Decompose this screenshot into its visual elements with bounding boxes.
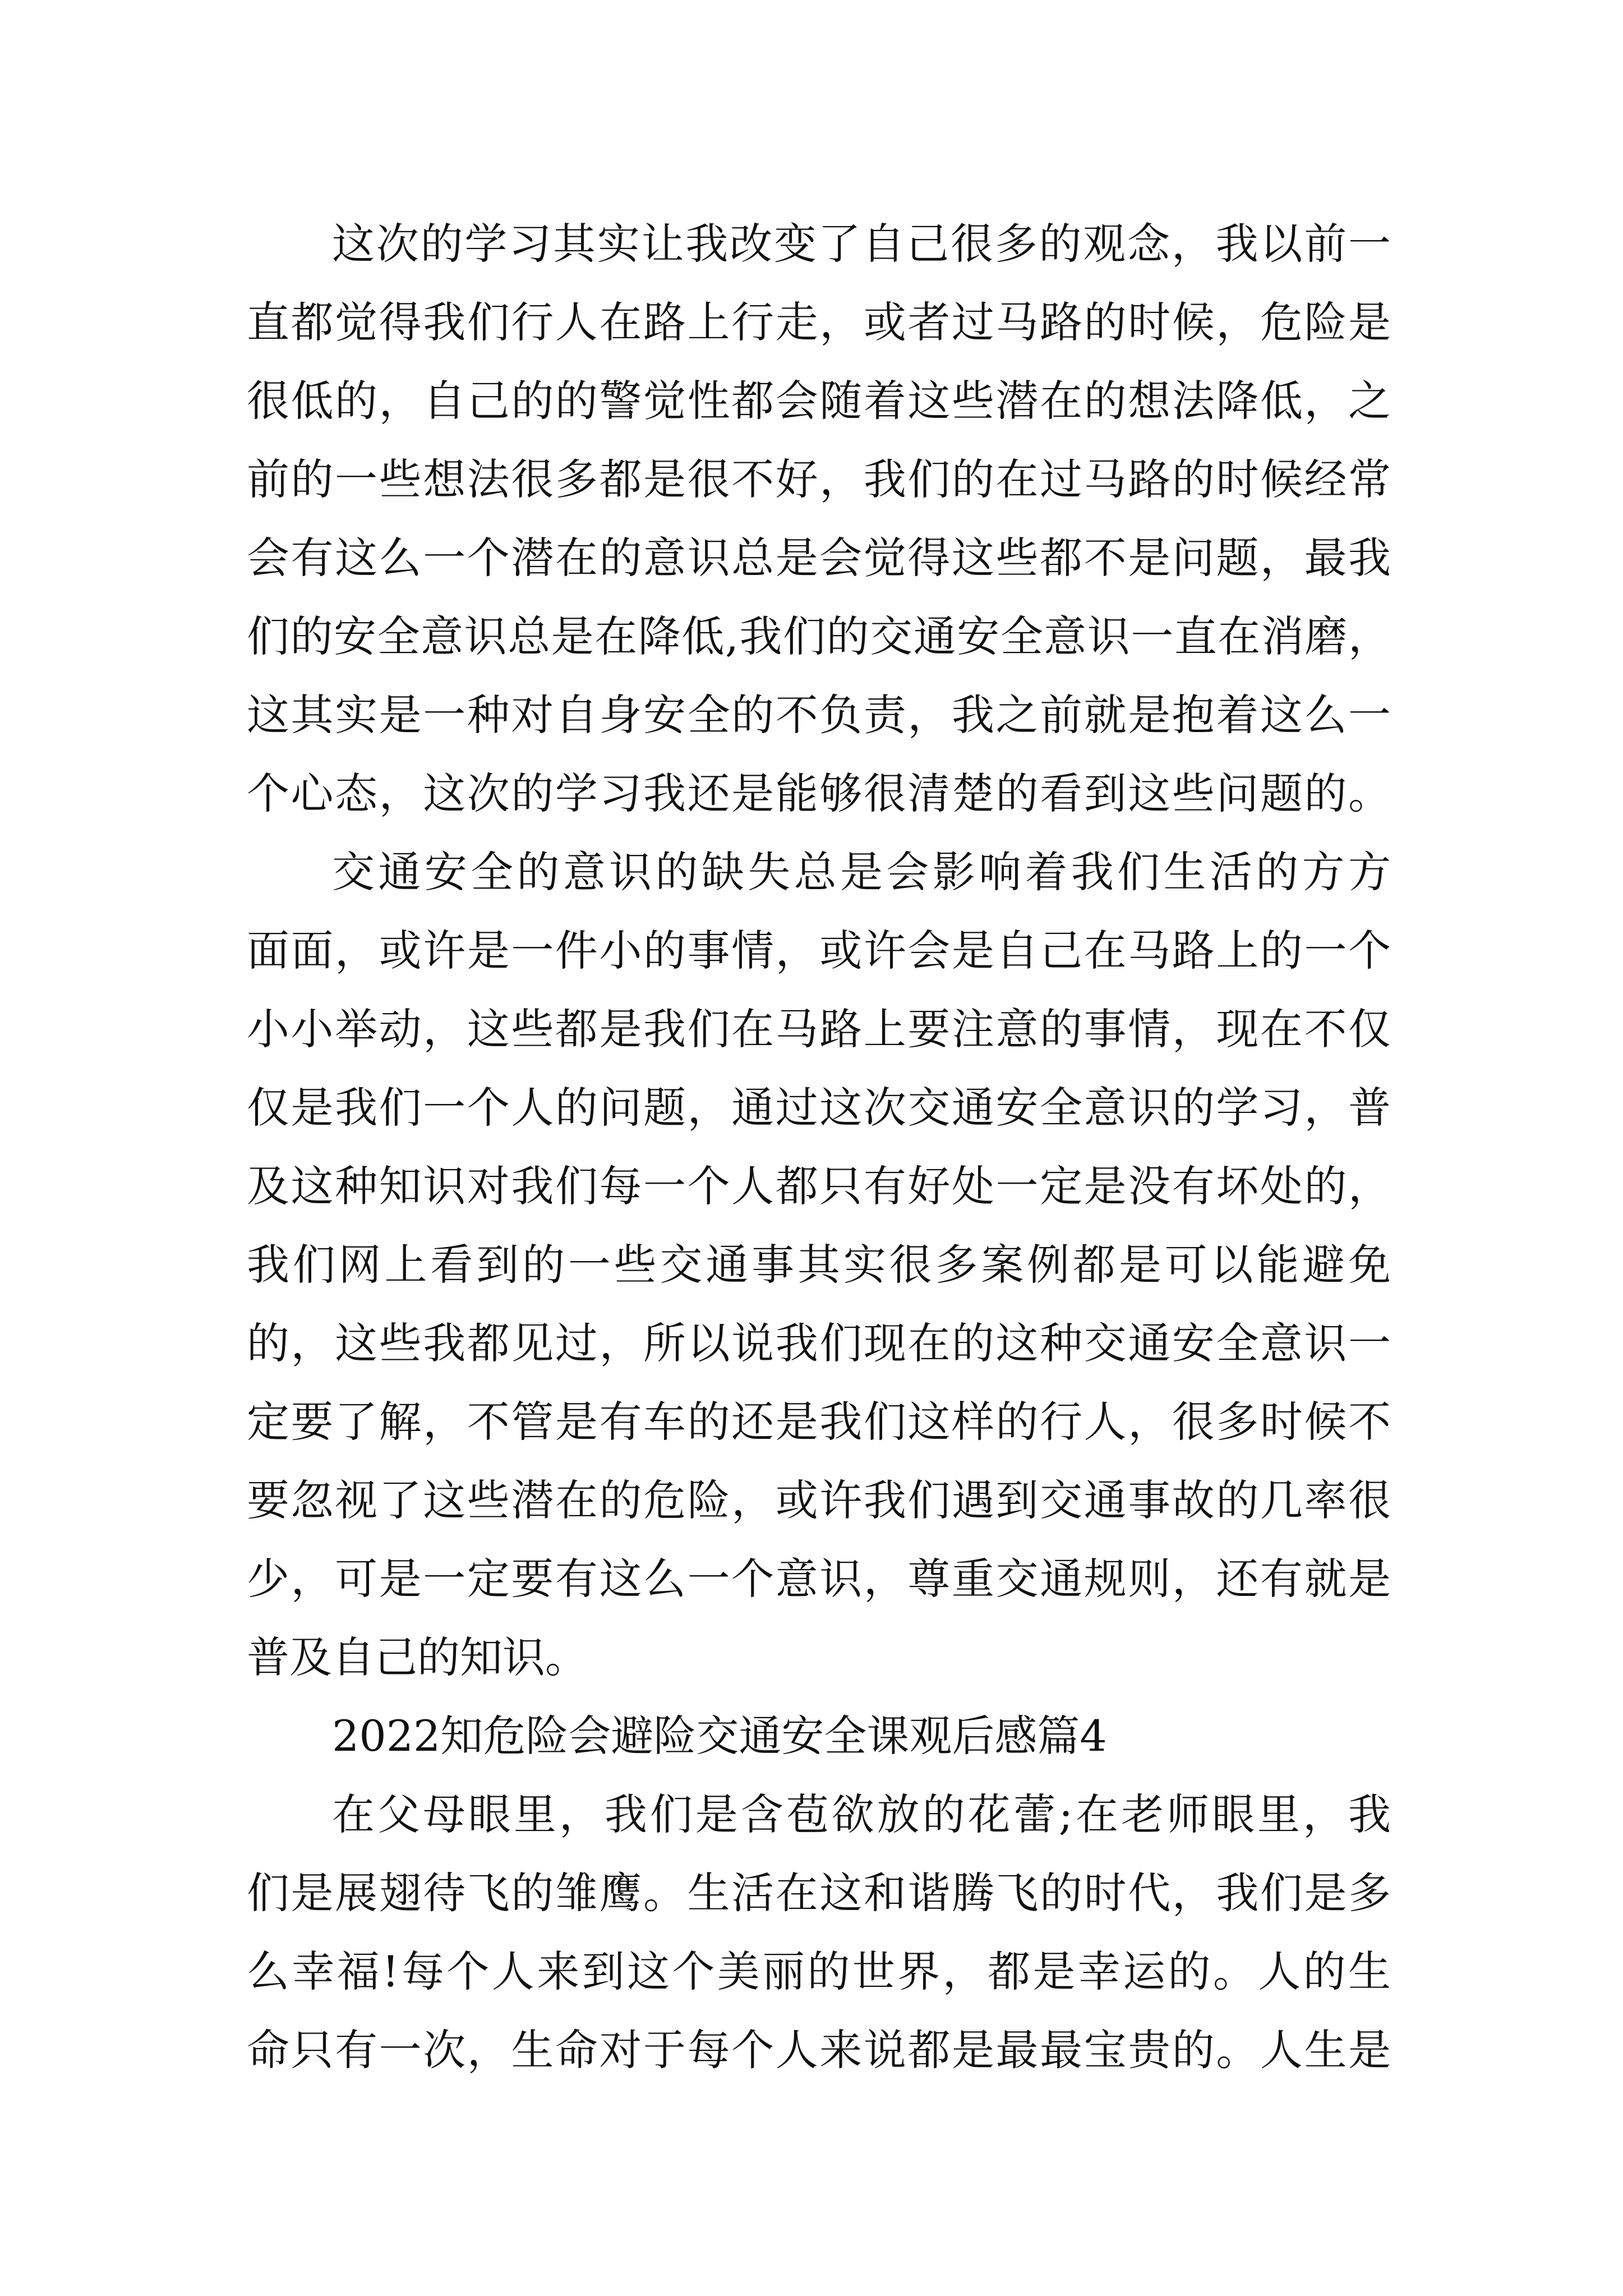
text-line: 直都觉得我们行人在路上行走，或者过马路的时候，危险是 — [247, 297, 1391, 347]
text-line: 面面，或许是一件小的事情，或许会是自己在马路上的一个 — [247, 926, 1391, 976]
text-line: 及这种知识对我们每一个人都只有好处一定是没有坏处的， — [247, 1161, 1391, 1211]
text-line: 普及自己的知识。 — [247, 1632, 588, 1682]
paragraph-1 — [247, 205, 1391, 833]
text-line: 们的安全意识总是在降低,我们的交通安全意识一直在消磨， — [247, 611, 1391, 661]
text-line: 仅是我们一个人的问题，通过这次交通安全意识的学习，普 — [247, 1083, 1391, 1133]
text-line: 要忽视了这些潜在的危险，或许我们遇到交通事故的几率很 — [247, 1475, 1391, 1525]
document-body — [247, 205, 1391, 2090]
text-line: 的，这些我都见过，所以说我们现在的这种交通安全意识一 — [247, 1318, 1391, 1368]
paragraph-2 — [247, 833, 1391, 1697]
text-line: 交通安全的意识的缺失总是会影响着我们生活的方方 — [332, 847, 1391, 897]
text-line: 会有这么一个潜在的意识总是会觉得这些都不是问题，最我 — [247, 533, 1391, 583]
text-line: 定要了解，不管是有车的还是我们这样的行人，很多时候不 — [247, 1397, 1391, 1447]
text-line: 么幸福!每个人来到这个美丽的世界，都是幸运的。人的生 — [247, 1947, 1391, 1996]
text-line: 这次的学习其实让我改变了自己很多的观念，我以前一 — [332, 219, 1391, 269]
text-line: 很低的，自己的的警觉性都会随着这些潜在的想法降低，之 — [247, 376, 1391, 426]
text-line: 这其实是一种对自身安全的不负责，我之前就是抱着这么一 — [247, 690, 1391, 740]
text-line: 小小举动，这些都是我们在马路上要注意的事情，现在不仅 — [247, 1004, 1391, 1054]
text-line: 少，可是一定要有这么一个意识，尊重交通规则，还有就是 — [247, 1554, 1391, 1604]
text-line: 命只有一次，生命对于每个人来说都是最最宝贵的。人生是 — [247, 2025, 1391, 2075]
text-line: 个心态，这次的学习我还是能够很清楚的看到这些问题的。 — [247, 769, 1391, 818]
section-heading: 2022知危险会避险交通安全课观后感篇4 — [332, 1711, 1107, 1761]
paragraph-3 — [247, 1775, 1391, 2090]
text-line: 我们网上看到的一些交通事其实很多案例都是可以能避免 — [247, 1240, 1391, 1290]
text-line: 前的一些想法很多都是很不好，我们的在过马路的时候经常 — [247, 454, 1391, 504]
text-line: 们是展翅待飞的雏鹰。生活在这和谐腾飞的时代，我们是多 — [247, 1868, 1391, 1918]
text-line: 在父母眼里，我们是含苞欲放的花蕾;在老师眼里，我 — [332, 1789, 1391, 1839]
